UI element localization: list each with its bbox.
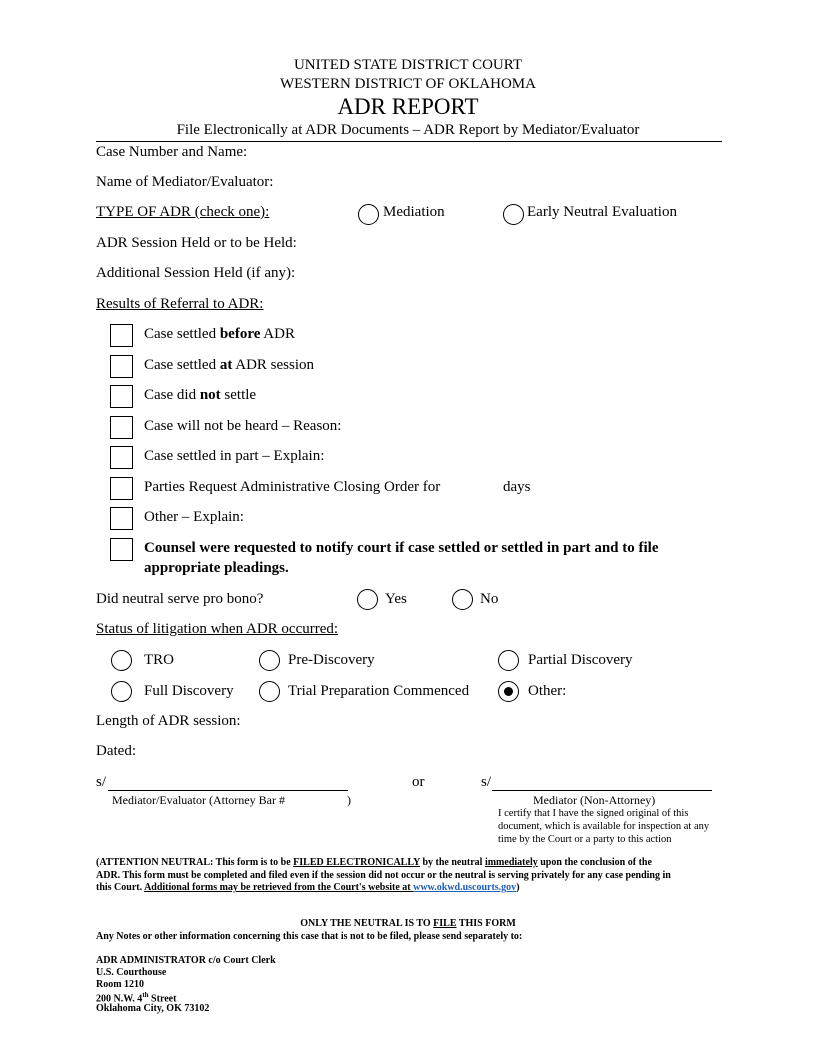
case-number-label: Case Number and Name: [96,144,248,160]
litigation-status-label: Status of litigation when ADR occurred: [96,621,339,637]
certify-line2: document, which is available for inspection at any [498,821,710,832]
early-neutral-evaluation-label: Early Neutral Evaluation [527,204,677,220]
early-neutral-evaluation-radio[interactable] [503,204,524,225]
full-discovery-radio[interactable] [111,681,132,702]
court-website-link[interactable]: www.okwd.uscourts.gov [413,882,517,893]
only-neutral-notice: ONLY THE NEUTRAL IS TO FILE THIS FORM [300,918,516,929]
session-held-label: ADR Session Held or to be Held: [96,235,297,251]
pro-bono-yes-label: Yes [385,591,407,607]
attorney-caption-right: ) [347,793,351,807]
address-line4: 200 N.W. 4th Street [96,991,177,1005]
counsel-notify-label-line1: Counsel were requested to notify court if case settled or settled in part and to file [144,540,659,556]
header-divider [96,141,722,142]
mediation-label: Mediation [383,204,445,220]
nonattorney-caption: Mediator (Non-Attorney) [533,793,656,807]
pro-bono-no-radio[interactable] [452,589,473,610]
settled-at-session-checkbox[interactable] [110,355,133,378]
address-line5: Oklahoma City, OK 73102 [96,1003,210,1014]
other-explain-checkbox[interactable] [110,507,133,530]
or-label: or [412,774,425,790]
tro-label: TRO [144,652,174,668]
pro-bono-label: Did neutral serve pro bono? [96,591,264,607]
settled-in-part-checkbox[interactable] [110,446,133,469]
settled-at-session-label: Case settled at ADR session [144,357,315,373]
administrative-closing-checkbox[interactable] [110,477,133,500]
court-name-line2: WESTERN DISTRICT OF OKLAHOMA [280,76,536,92]
other-status-radio[interactable] [498,681,519,702]
settled-before-checkbox[interactable] [110,324,133,347]
did-not-settle-label: Case did not settle [144,387,257,403]
attention-line2: ADR. This form must be completed and filed even if the session did not occur or the neutral is serving privately for any case pending in [96,870,671,881]
address-line2: U.S. Courthouse [96,967,167,978]
counsel-notify-label-line2: appropriate pleadings. [144,560,289,576]
settled-in-part-label: Case settled in part – Explain: [144,448,325,464]
certify-line3: time by the Court or a party to this action [498,834,672,845]
attorney-signature-line[interactable] [108,790,348,791]
full-discovery-label: Full Discovery [144,683,234,699]
pro-bono-no-label: No [480,591,499,607]
not-heard-checkbox[interactable] [110,416,133,439]
address-line1: ADR ADMINISTRATOR c/o Court Clerk [96,955,276,966]
administrative-closing-label: Parties Request Administrative Closing Order for [144,479,441,495]
pro-bono-yes-radio[interactable] [357,589,378,610]
page-subtitle: File Electronically at ADR Documents – ADR Report by Mediator/Evaluator [176,122,640,138]
adr-type-label: TYPE OF ADR (check one): [96,204,270,220]
attention-line1: (ATTENTION NEUTRAL: This form is to be FILED ELECTRONICALLY by the neutral immediately upon the conclusion of the [96,857,652,868]
results-label: Results of Referral to ADR: [96,296,264,312]
nonattorney-signature-prefix: s/ [481,774,492,790]
trial-preparation-radio[interactable] [259,681,280,702]
trial-preparation-label: Trial Preparation Commenced [288,683,470,699]
address-line3: Room 1210 [96,979,145,990]
partial-discovery-radio[interactable] [498,650,519,671]
tro-radio[interactable] [111,650,132,671]
nonattorney-signature-line[interactable] [492,790,712,791]
page-title: ADR REPORT [337,94,479,119]
not-heard-label: Case will not be heard – Reason: [144,418,342,434]
settled-before-label: Case settled before ADR [144,326,295,342]
other-status-label: Other: [528,683,567,699]
attention-line3: this Court. Additional forms may be retrieved from the Court's website at www.okwd.uscourts.gov) [96,882,520,893]
days-label: days [503,479,531,495]
additional-session-label: Additional Session Held (if any): [96,265,296,281]
attorney-caption-left: Mediator/Evaluator (Attorney Bar # [112,793,285,807]
mediator-name-label: Name of Mediator/Evaluator: [96,174,274,190]
court-name-line1: UNITED STATE DISTRICT COURT [293,57,523,73]
mediation-radio[interactable] [358,204,379,225]
partial-discovery-label: Partial Discovery [528,652,633,668]
notes-instruction: Any Notes or other information concerning this case that is not to be filed, please send separately to: [96,931,523,942]
other-explain-label: Other – Explain: [144,509,244,525]
certify-line1: I certify that I have the signed original of this [498,808,689,819]
counsel-notify-checkbox[interactable] [110,538,133,561]
dated-label: Dated: [96,743,136,759]
did-not-settle-checkbox[interactable] [110,385,133,408]
pre-discovery-radio[interactable] [259,650,280,671]
length-label: Length of ADR session: [96,713,241,729]
attorney-signature-prefix: s/ [96,774,107,790]
pre-discovery-label: Pre-Discovery [288,652,375,668]
